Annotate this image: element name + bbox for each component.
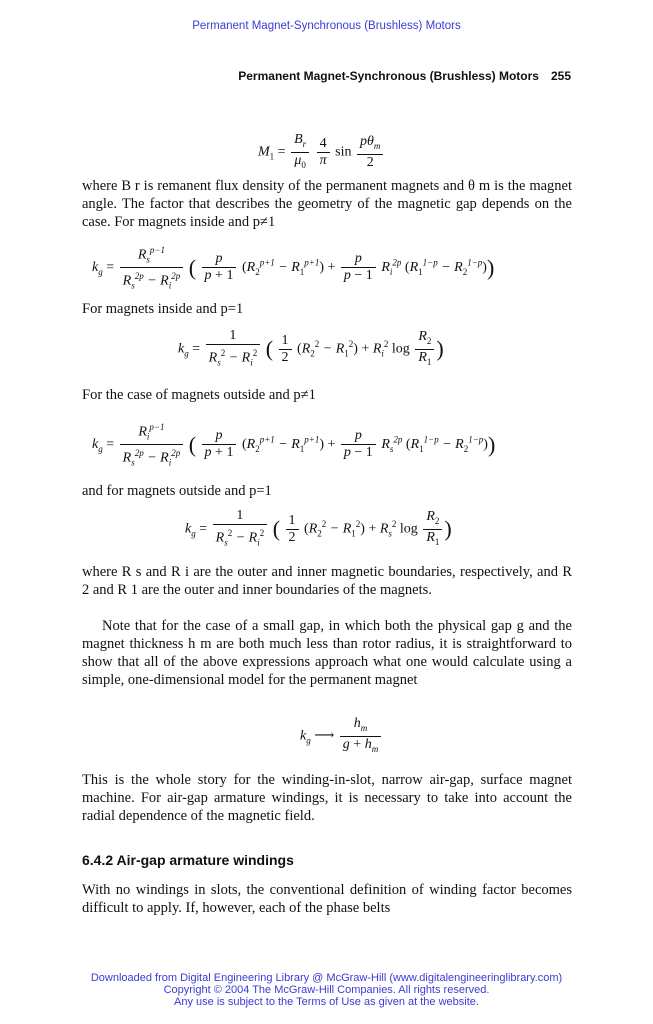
footer-line-2: Copyright © 2004 The McGraw-Hill Companies. All rights reserved. — [163, 984, 490, 996]
equation-kg-outside-p1: $k_g$ = $\frac{1}{R_s^2 - R_i^2}$ ( $\frac{1}{2}$ $(R_2^2 - R_1^2) + R_s^2$ log $\frac{R_2}{R_1}$ ) — [185, 508, 452, 548]
paragraph-1: where B r is remanent flux density of the permanent magnets and θ m is the magnet angle. The factor that describes the geometry of the magnetic gap depends on the case. For magnets inside and p≠1 — [82, 178, 572, 230]
section-heading: 6.4.2 Air-gap armature windings — [82, 852, 294, 868]
footer — [0, 972, 653, 1008]
paragraph-2: For magnets inside and p=1 — [82, 301, 244, 317]
equation-kg-outside: $k_g$ = $\frac{R_i^{p-1}}{R_s^{2p} - R_i^{2p}}$ ( $\frac{p}{p + 1}$ $(R_2^{p+1} - R_1^{p+1})$ + $\frac{p}{p - 1}$ $R_s^{2p}$ $(R_1^{1-p} - R_2^{1-p})$) — [92, 419, 495, 471]
paragraph-8: With no windings in slots, the conventional definition of winding factor becomes difficult to apply. If, however, each of the phase belts — [82, 882, 572, 916]
footer-line-3: Any use is subject to the Terms of Use as given at the website. — [174, 996, 479, 1008]
equation-kg-approx: $k_g$ ⟶ $\frac{h_m}{g + h_m}$ — [300, 716, 383, 757]
paragraph-7: This is the whole story for the winding-in-slot, narrow air-gap, surface magnet machine. For air-gap armature windings, it is necessary to take into account the radial dependence of the magnetic field. — [82, 772, 572, 824]
top-banner: Permanent Magnet-Synchronous (Brushless) Motors — [192, 20, 461, 32]
paragraph-5: where R s and R i are the outer and inner magnetic boundaries, respectively, and R 2 and R 1 are the outer and inner boundaries of the magnets. — [82, 564, 572, 598]
footer-line-1: Downloaded from Digital Engineering Library @ McGraw-Hill (www.digitalengineeringlibrary.com) — [90, 972, 563, 984]
paragraph-3: For the case of magnets outside and p≠1 — [82, 387, 316, 403]
paragraph-4: and for magnets outside and p=1 — [82, 483, 272, 499]
equation-m1: $M_1$ = $\frac{B_r}{\mu_0}$ $\frac{4}{\pi}$ sin $\frac{p\theta_m}{2}$ — [258, 132, 385, 173]
equation-kg-inside: $k_g$ = $\frac{R_s^{p-1}}{R_s^{2p} - R_i^{2p}}$ ( $\frac{p}{p + 1}$ $(R_2^{p+1} - R_1^{p+1})$ + $\frac{p}{p - 1}$ $R_i^{2p}$ $(R_1^{1-p} - R_2^{1-p})$) — [92, 242, 494, 294]
paragraph-6: Note that for the case of a small gap, in which both the physical gap g and the magnet thickness h m are both much less than rotor radius, it is straightforward to show that all of the above expressions approach what one would calculate using a simple, one-dimensional model for the permanent magnet — [82, 618, 572, 688]
equation-kg-inside-p1: $k_g$ = $\frac{1}{R_s^2 - R_i^2}$ ( $\frac{1}{2}$ $(R_2^2 - R_1^2) + R_i^2$ log $\frac{R_2}{R_1}$ ) — [178, 328, 444, 368]
page-number: 255 — [550, 69, 571, 83]
running-header-title: Permanent Magnet-Synchronous (Brushless) Motors — [238, 69, 539, 83]
running-header — [238, 69, 571, 83]
